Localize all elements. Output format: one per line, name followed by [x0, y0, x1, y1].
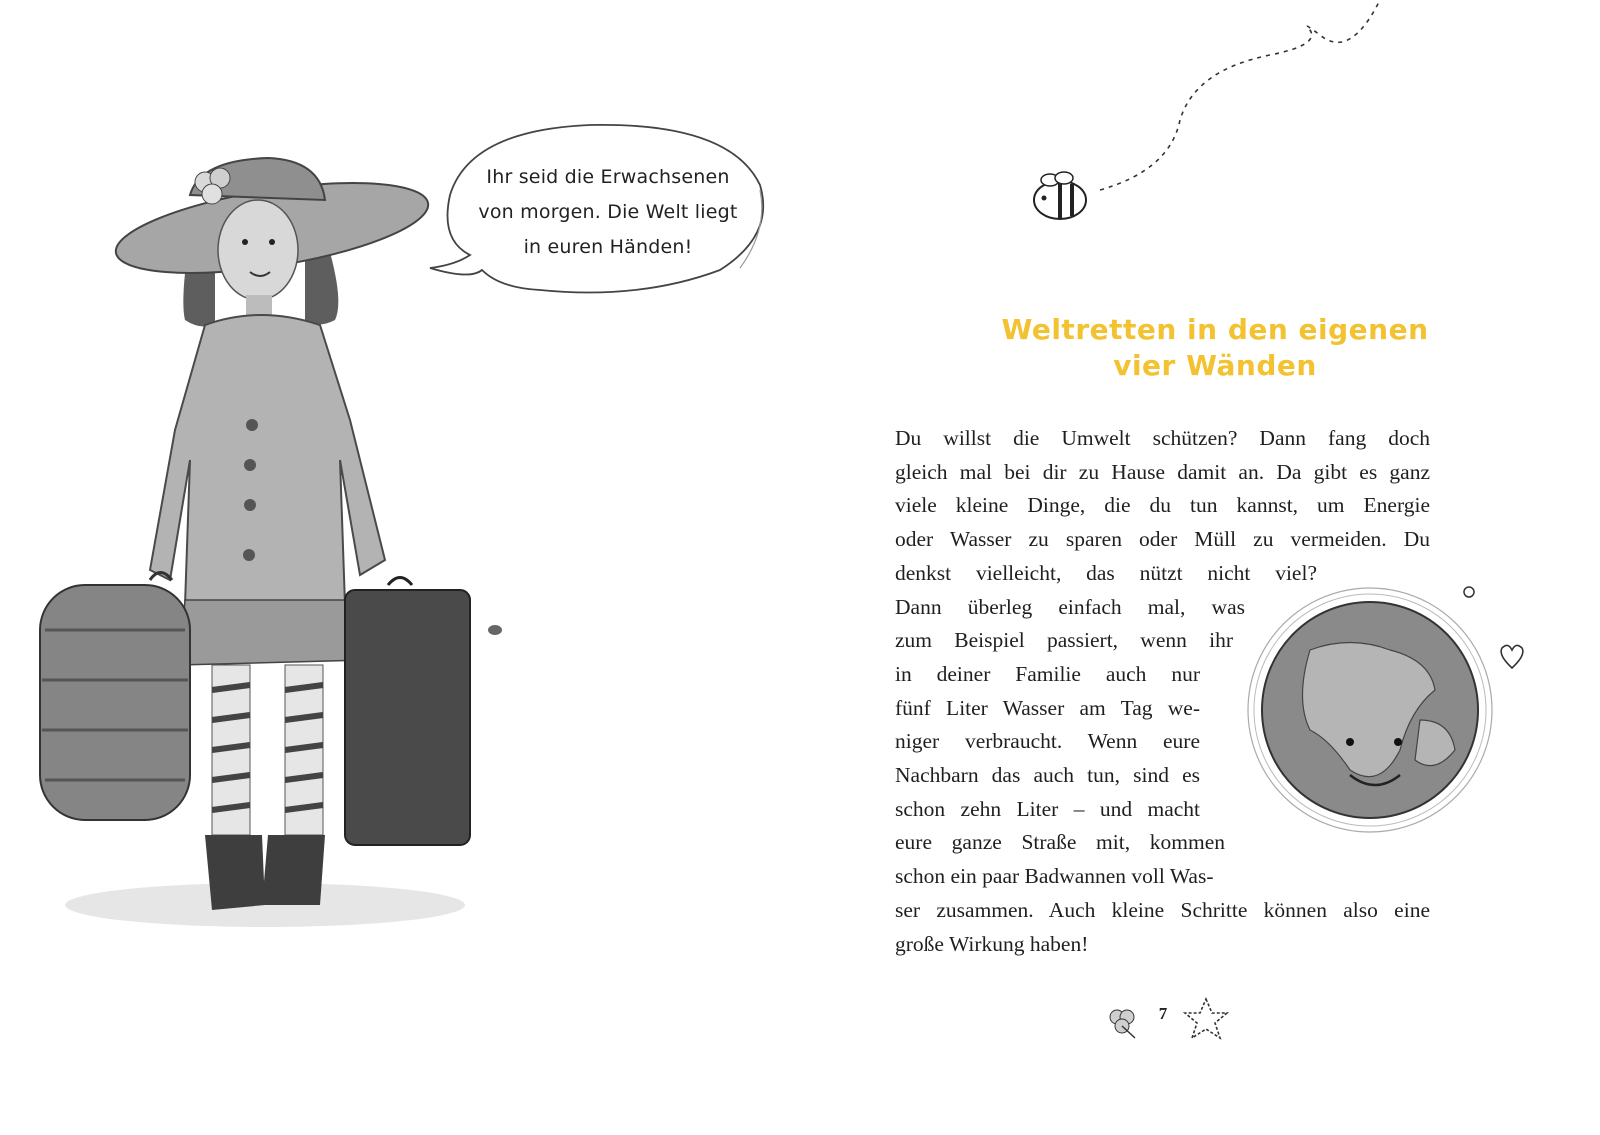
face [218, 200, 298, 300]
star-icon [1183, 996, 1229, 1040]
speech-line: in euren Händen! [523, 236, 693, 258]
text-line: zum Beispiel passiert, wenn ihr [895, 628, 1233, 653]
boot-right [262, 835, 325, 905]
chapter-heading [920, 312, 1510, 384]
text-line: schon zehn Liter – und macht [895, 796, 1200, 821]
skirt [180, 600, 365, 665]
text-line: in deiner Familie auch nur [895, 661, 1200, 686]
text-line: eure ganze Straße mit, kommen [895, 830, 1225, 855]
speech-bubble-text [458, 160, 758, 265]
right-page [800, 0, 1600, 1135]
earth-illustration [1240, 580, 1540, 840]
round-suitcase [40, 573, 190, 821]
text-line: ser zusammen. Auch kleine Schritte können also eine [895, 897, 1430, 922]
striped-legs [212, 665, 323, 835]
boot-left [205, 835, 265, 910]
text-line: große Wirkung haben! [895, 931, 1089, 956]
bee-icon [1034, 172, 1086, 219]
speech-line: von morgen. Die Welt liegt [478, 201, 738, 223]
heading-line: vier Wänden [1113, 349, 1317, 382]
text-line: denkst vielleicht, das nützt nicht viel? [895, 560, 1317, 585]
text-line: niger verbraucht. Wenn eure [895, 729, 1200, 754]
text-line: schon ein paar Badwannen voll Was- [895, 864, 1214, 889]
text-line: viele kleine Dinge, die du tun kannst, um Energie [895, 493, 1430, 518]
text-line: Nachbarn das auch tun, sind es [895, 763, 1200, 788]
heart-icon [1501, 645, 1523, 668]
heading-line: Weltretten in den eigenen [1001, 313, 1429, 346]
speech-line: Ihr seid die Erwachsenen [486, 166, 730, 188]
page-number: 7 [1158, 1004, 1168, 1023]
clover-icon [1105, 1005, 1141, 1041]
coat [150, 315, 385, 605]
swirl-icon [1464, 587, 1474, 597]
text-line: oder Wasser zu sparen oder Müll zu vermeiden. Du [895, 527, 1430, 552]
bee-flight-icon [1020, 0, 1400, 240]
text-line: Dann überleg einfach mal, was [895, 594, 1245, 619]
small-bee-icon [488, 625, 502, 635]
text-line: Du willst die Umwelt schützen? Dann fang doch [895, 426, 1430, 450]
text-line: fünf Liter Wasser am Tag we- [895, 695, 1200, 720]
dark-suitcase [345, 578, 470, 846]
text-line: gleich mal bei dir zu Hause damit an. Da gibt es ganz [895, 459, 1430, 484]
